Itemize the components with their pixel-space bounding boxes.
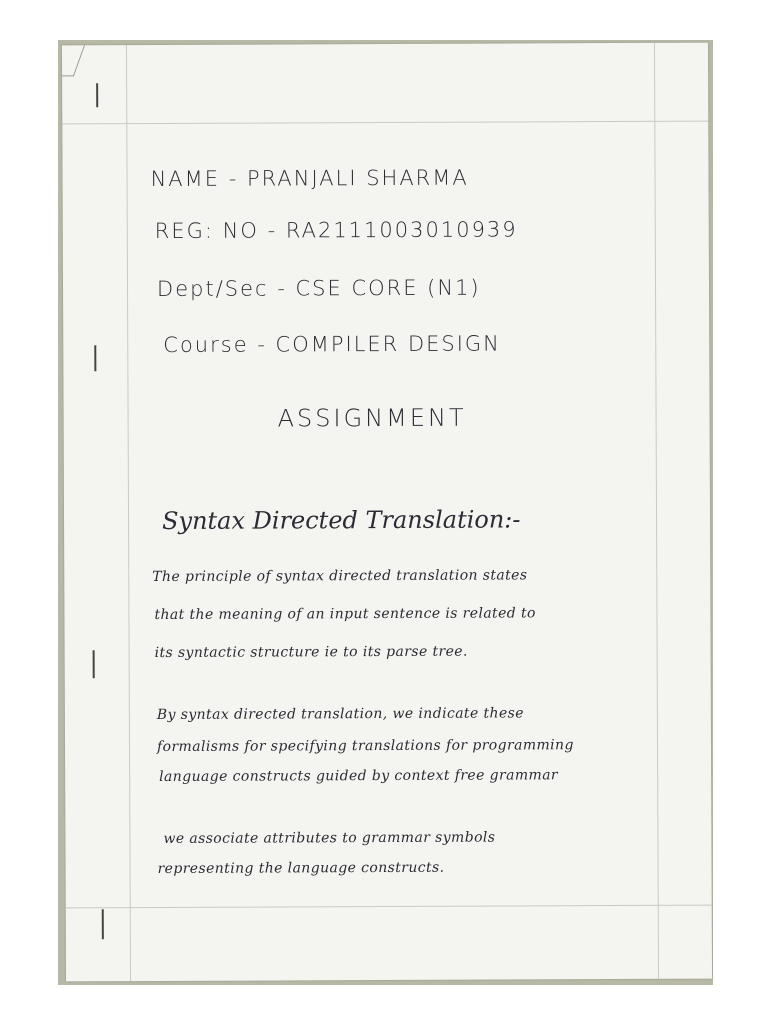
paragraph-line: representing the language constructs. <box>157 859 445 878</box>
left-margin-line <box>126 45 131 981</box>
paragraph-line: language constructs guided by context free grammar <box>159 767 559 785</box>
paragraph-line: that the meaning of an input sentence is related to <box>154 605 536 624</box>
department-section: Dept/Sec - CSE CORE (N1) <box>156 275 481 302</box>
paragraph-line: we associate attributes to grammar symbols <box>163 829 496 847</box>
course-name: Course - COMPILER DESIGN <box>163 331 501 357</box>
paragraph-line: By syntax directed translation, we indicate these <box>156 705 524 724</box>
margin-tick-mark <box>96 83 98 107</box>
page-title: ASSIGNMENT <box>277 403 467 433</box>
section-heading: Syntax Directed Translation:- <box>161 505 521 535</box>
top-rule-line <box>62 121 708 125</box>
page-corner-fold <box>62 45 85 76</box>
bottom-rule-line <box>66 905 712 909</box>
student-name: NAME - PRANJALI SHARMA <box>150 165 469 192</box>
margin-tick-mark <box>102 909 104 939</box>
margin-tick-mark <box>94 345 96 371</box>
paragraph-line: formalisms for specifying translations for programming <box>156 737 574 756</box>
margin-tick-mark <box>93 650 95 678</box>
paragraph-line: The principle of syntax directed translation states <box>152 567 528 586</box>
registration-number: REG: NO - RA2111003010939 <box>154 217 518 244</box>
notebook-page <box>62 43 712 982</box>
paragraph-line: its syntactic structure ie to its parse tree. <box>154 643 468 662</box>
right-margin-line <box>654 43 659 979</box>
